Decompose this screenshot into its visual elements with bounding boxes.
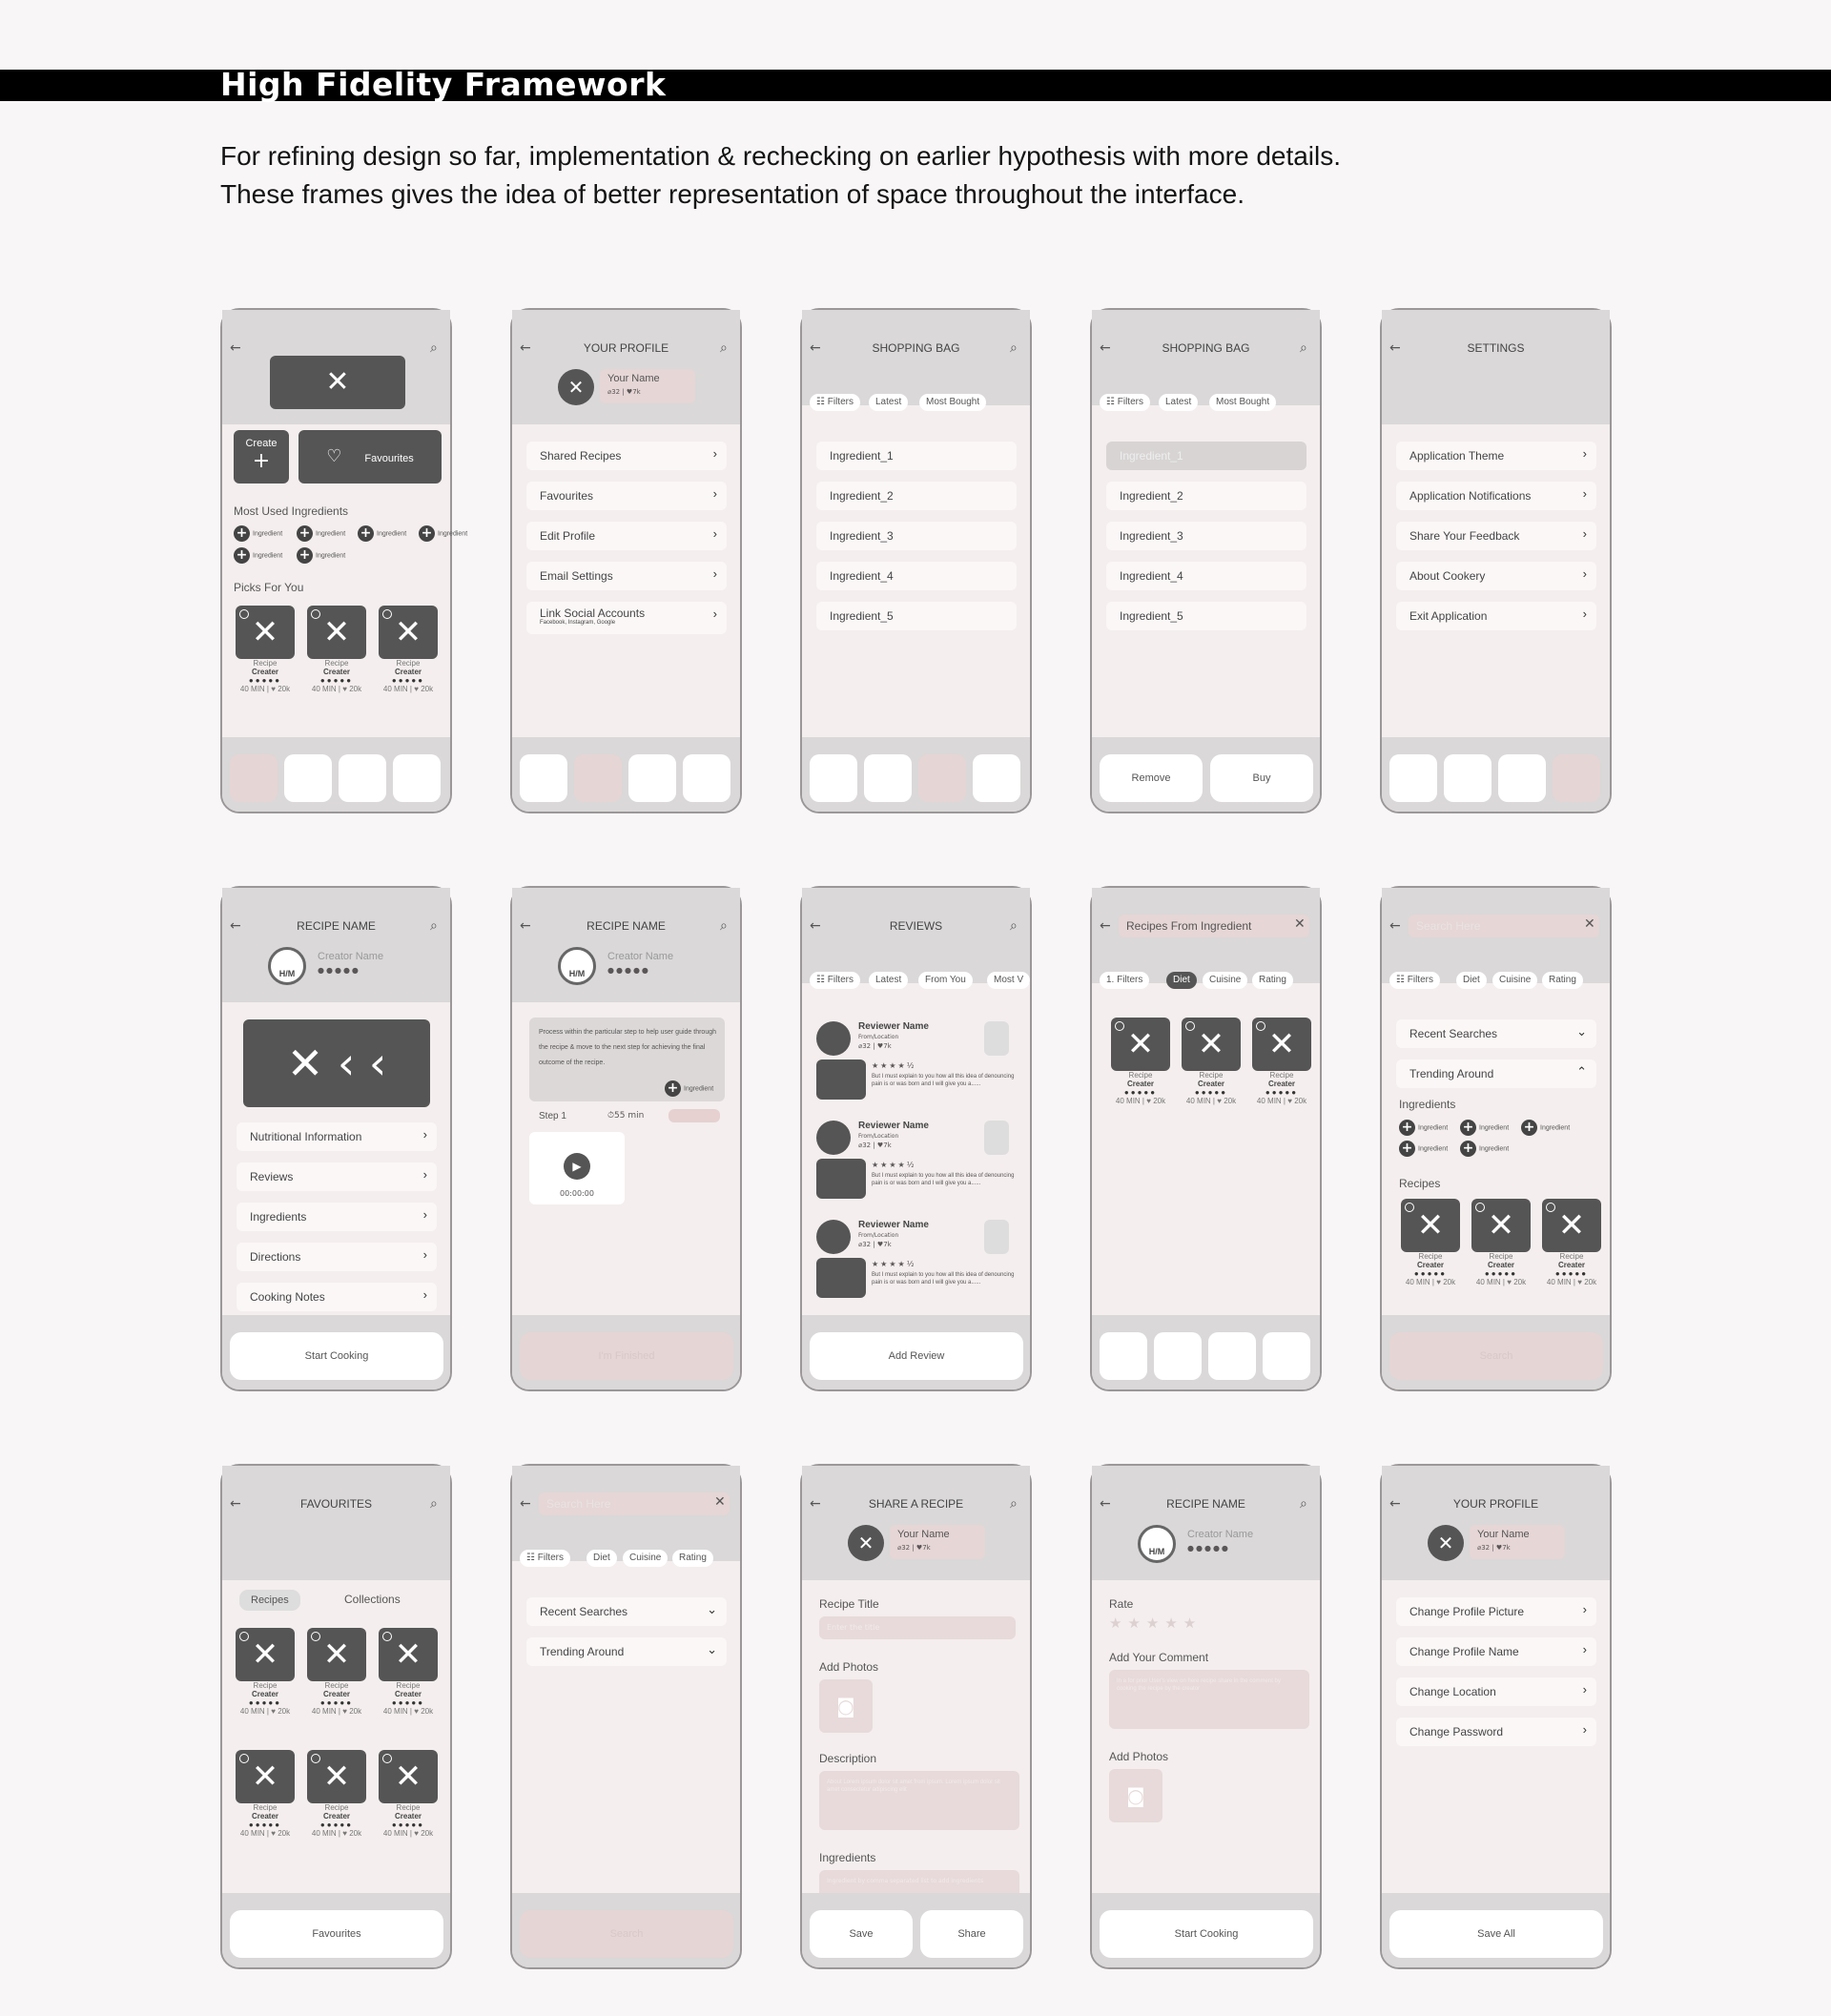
chevron-right-icon: › (1582, 526, 1587, 541)
screen-title: SHOPPING BAG (872, 341, 960, 355)
frame-rate-recipe: ← RECIPE NAME ⌕ H/M Creator Name ●●●●● Rate ★★★★★ Add Your Comment In a for prior User's view on here recipe share in the comment by cooking the recipe by the creator Add Photos ◙ Start Cooking (1090, 1464, 1322, 1969)
ingredient-chip[interactable]: + Ingredient (1460, 1120, 1509, 1136)
step-controls[interactable] (669, 1109, 720, 1122)
back-arrow-icon[interactable]: ← (520, 918, 531, 934)
frame-search: ← Search Here ✕ ☷ Filters Diet Cuisine Rating Recent Searches ⌄ Trending Around ⌃ Ingredients + Ingredient + Ingredient + Ingredient + Ingredient + Ingredient Recipes ✕ Recipe Creater ●●●●● 40 MIN | ♥ 20k ✕ Recipe Creater ●●●●● 40 MIN | ♥ 20k ✕ Recipe Creater ●●●●● 40 MIN | ♥ 20k Search (1380, 886, 1612, 1391)
nav-tab-settings[interactable] (1553, 754, 1600, 802)
frame-profile (510, 308, 742, 813)
bag-item[interactable]: Ingredient_4 (1106, 562, 1306, 590)
chevron-right-icon: › (1582, 446, 1587, 461)
bag-item[interactable]: Ingredient_1 (816, 442, 1017, 470)
step-label: Step 1 (539, 1111, 566, 1121)
filter-pill-rating[interactable]: Rating (1542, 972, 1583, 989)
finished-button[interactable]: I'm Finished (520, 1332, 733, 1380)
filter-pill-filters[interactable]: ☷ Filters (520, 1550, 570, 1567)
nav-tab[interactable] (1498, 754, 1546, 802)
review-image[interactable] (816, 1159, 866, 1199)
favourites-button[interactable]: ♡ Favourites (298, 430, 442, 483)
change-profile-picture[interactable]: Change Profile Picture › (1396, 1597, 1596, 1626)
tab-collections[interactable]: Collections (344, 1593, 401, 1606)
recipe-card[interactable]: ✕ Recipe Creater ●●●●● 40 MIN | ♥ 20k (236, 1628, 295, 1716)
most-used-label: Most Used Ingredients (234, 504, 349, 518)
ingredient-chip[interactable]: + Ingredient (1399, 1141, 1448, 1157)
search-icon[interactable]: ⌕ (1010, 340, 1018, 356)
recipe-nutrition[interactable]: Nutritional Information › (237, 1122, 437, 1151)
search-icon[interactable]: ⌕ (430, 1496, 438, 1512)
nav-tab[interactable] (1154, 1332, 1202, 1380)
recipe-ingredients[interactable]: Ingredients › (237, 1203, 437, 1231)
buy-button[interactable]: Buy (1210, 754, 1313, 802)
frame-shopping-bag (800, 308, 1032, 813)
start-cooking-button[interactable]: Start Cooking (1100, 1910, 1313, 1958)
filter-pill-cuisine[interactable]: Cuisine (623, 1550, 668, 1567)
nav-tab[interactable] (1100, 1332, 1147, 1380)
filter-pill-latest[interactable]: Latest (869, 394, 908, 411)
bag-item-selected[interactable]: Ingredient_1 (1106, 442, 1306, 470)
menu-item-email-settings[interactable]: Email Settings › (526, 562, 727, 590)
recipe-title-label: Recipe Title (819, 1597, 879, 1611)
recipe-card[interactable]: ✕ Recipe Creater ●●●●● 40 MIN | ♥ 20k (379, 606, 438, 693)
back-arrow-icon[interactable]: ← (810, 1496, 821, 1512)
filter-pill-filters[interactable]: ☷ Filters (1389, 972, 1440, 989)
back-arrow-icon[interactable]: ← (520, 340, 531, 356)
search-icon[interactable]: ⌕ (430, 340, 438, 356)
recipe-card[interactable]: ✕ Recipe Creater ●●●●● 40 MIN | ♥ 20k (1111, 1018, 1170, 1105)
filter-pill-cuisine[interactable]: Cuisine (1203, 972, 1247, 989)
creator-name: Creator Name (318, 951, 384, 962)
search-button[interactable]: Search (1389, 1332, 1603, 1380)
nav-tab[interactable] (1444, 754, 1492, 802)
banner-image[interactable]: ✕ (270, 356, 405, 409)
bag-item[interactable]: Ingredient_5 (1106, 602, 1306, 630)
frame-edit-profile (1380, 1464, 1612, 1969)
creator-name: Creator Name (1187, 1529, 1254, 1540)
chevron-down-icon: ⌄ (707, 1642, 717, 1656)
avatar[interactable]: ✕ (848, 1525, 884, 1561)
screen-title: FAVOURITES (299, 1497, 373, 1511)
search-icon[interactable]: ⌕ (1010, 918, 1018, 934)
frame-shopping-bag-select (1090, 308, 1322, 813)
search-button[interactable]: Search (520, 1910, 733, 1958)
screen-title: SHOPPING BAG (1162, 341, 1250, 355)
ingredient-chip[interactable]: + Ingredient (234, 547, 282, 564)
chevron-down-icon: ⌄ (1576, 1024, 1587, 1039)
ingredients-label: Ingredients (1399, 1098, 1456, 1111)
search-icon[interactable]: ⌕ (720, 340, 728, 356)
camera-icon[interactable]: ◙ (1109, 1769, 1162, 1822)
step-instructions: Process within the particular step to help user guide through the recipe & move to the next step for achieving the final outcome of the recipe. (539, 1029, 716, 1066)
profile-name: Your Name (1477, 1529, 1530, 1540)
filter-pill-from-you[interactable]: From You (918, 972, 973, 989)
nav-tab[interactable] (864, 754, 912, 802)
creator-rating: ●●●●● (318, 966, 360, 975)
chevron-right-icon: › (422, 1167, 427, 1182)
nav-tab[interactable] (520, 754, 567, 802)
nav-tab[interactable] (1389, 754, 1437, 802)
close-icon[interactable]: ✕ (1584, 916, 1595, 932)
ingredients-label: Ingredients (819, 1851, 876, 1864)
recipe-card[interactable]: ✕ Recipe Creater ●●●●● 40 MIN | ♥ 20k (236, 606, 295, 693)
recipe-card[interactable]: ✕ Recipe Creater ●●●●● 40 MIN | ♥ 20k (307, 606, 366, 693)
nav-tab[interactable] (810, 754, 857, 802)
back-arrow-icon[interactable]: ← (1100, 1496, 1111, 1512)
setting-about[interactable]: About Cookery › (1396, 562, 1596, 590)
creator-avatar[interactable]: H/M (558, 947, 596, 985)
profile-stats: ⌀32 | ♥7k (607, 388, 641, 396)
recipe-card[interactable]: ✕ Recipe Creater ●●●●● 40 MIN | ♥ 20k (379, 1628, 438, 1716)
filter-pill-filters[interactable]: 1. Filters (1100, 972, 1149, 989)
avatar[interactable]: ✕ (558, 369, 594, 405)
profile-name: Your Name (607, 373, 660, 384)
menu-item-favourites[interactable]: Favourites › (526, 482, 727, 510)
chevron-right-icon: › (712, 566, 717, 581)
add-review-button[interactable]: Add Review (810, 1332, 1023, 1380)
camera-icon[interactable]: ◙ (819, 1679, 873, 1733)
frame-favourites (220, 1464, 452, 1969)
filter-pill-diet[interactable]: Diet (586, 1550, 617, 1567)
intro-line-1: For refining design so far, implementation & rechecking on earlier hypothesis with more details. (220, 141, 1342, 171)
add-photos-label: Add Photos (819, 1660, 879, 1674)
chevron-right-icon: › (422, 1207, 427, 1222)
vote-icon[interactable] (984, 1220, 1009, 1254)
nav-tab[interactable] (1208, 1332, 1256, 1380)
recipe-card[interactable]: ✕ Recipe Creater ●●●●● 40 MIN | ♥ 20k (307, 1628, 366, 1716)
chevron-up-icon: ⌃ (1576, 1064, 1587, 1079)
search-icon[interactable]: ⌕ (1300, 340, 1307, 356)
bag-item[interactable]: Ingredient_4 (816, 562, 1017, 590)
chevron-right-icon: › (1582, 1602, 1587, 1616)
chevron-right-icon: › (712, 607, 717, 621)
profile-name: Your Name (897, 1529, 950, 1540)
chevron-right-icon: › (712, 486, 717, 501)
chevron-right-icon: › (1582, 486, 1587, 501)
search-icon[interactable]: ⌕ (720, 918, 728, 934)
filter-pill-rating[interactable]: Rating (1252, 972, 1293, 989)
frame-recipe-step (510, 886, 742, 1391)
chevron-right-icon: › (422, 1247, 427, 1262)
reviewer-avatar (816, 1021, 851, 1056)
nav-tab[interactable] (973, 754, 1020, 802)
search-icon[interactable]: ⌕ (1010, 1496, 1018, 1512)
description-label: Description (819, 1752, 877, 1765)
ingredient-chip[interactable]: + Ingredient (1399, 1120, 1448, 1136)
profile-stats: ⌀32 | ♥7k (1477, 1544, 1511, 1552)
profile-stats: ⌀32 | ♥7k (897, 1544, 931, 1552)
filter-pill-diet[interactable]: Diet (1456, 972, 1487, 989)
favourites-button[interactable]: Favourites (230, 1910, 443, 1958)
chevron-right-icon: › (1582, 607, 1587, 621)
recipes-label: Recipes (1399, 1177, 1441, 1190)
recipe-card[interactable]: ✕ Recipe Creater ●●●●● 40 MIN | ♥ 20k (1471, 1199, 1531, 1286)
ingredient-chip[interactable]: + Ingredient (1521, 1120, 1570, 1136)
nav-tab[interactable] (628, 754, 676, 802)
recipe-image-gallery[interactable]: ✕ ‹ ‹ (243, 1019, 430, 1107)
nav-tab-bag[interactable] (918, 754, 966, 802)
frame-home (220, 308, 468, 813)
chevron-right-icon: › (712, 526, 717, 541)
menu-item-edit-profile[interactable]: Edit Profile › (526, 522, 727, 550)
frame-reviews: ← REVIEWS ⌕ ☷ Filters Latest From You Most V Reviewer Name From/Location ⌀32 | ♥7k ★★★★½ But I must explain to you how all this idea of denouncing pain is or was born and I will give you a...... Reviewer Name From/Location ⌀32 | ♥7k ★★★★½ But I must explain to you how all this idea of denouncing pain is or was born and I will give you a...... Reviewer Name From/Location ⌀32 | ♥7k ★★★★½ But I must explain to you how all this idea of denouncing pain is or was born and I will give you a...... Add Review (800, 886, 1032, 1391)
recipe-reviews[interactable]: Reviews › (237, 1162, 437, 1191)
recipe-card[interactable]: ✕ Recipe Creater ●●●●● 40 MIN | ♥ 20k (1401, 1199, 1460, 1286)
ingredient-chip[interactable]: + Ingredient (358, 525, 406, 542)
recipe-card[interactable]: ✕ Recipe Creater ●●●●● 40 MIN | ♥ 20k (307, 1750, 366, 1838)
frame-search-empty: ← Search Here ✕ ☷ Filters Diet Cuisine Rating Recent Searches ⌄ Trending Around ⌄ Search (510, 1464, 742, 1969)
chevron-right-icon: › (712, 446, 717, 461)
back-arrow-icon[interactable]: ← (230, 1496, 241, 1512)
ingredient-chip[interactable]: + Ingredient (297, 525, 345, 542)
back-arrow-icon[interactable]: ← (810, 340, 821, 356)
vote-icon[interactable] (984, 1021, 1009, 1056)
bag-item[interactable]: Ingredient_5 (816, 602, 1017, 630)
add-photos-label: Add Photos (1109, 1750, 1169, 1763)
back-arrow-icon[interactable]: ← (230, 340, 241, 356)
setting-notifications[interactable]: Application Notifications › (1396, 482, 1596, 510)
heart-icon: ♡ (326, 446, 342, 466)
change-location[interactable]: Change Location › (1396, 1677, 1596, 1706)
menu-item-shared-recipes[interactable]: Shared Recipes › (526, 442, 727, 470)
review-image[interactable] (816, 1258, 866, 1298)
chevron-right-icon: › (422, 1287, 427, 1302)
creator-name: Creator Name (607, 951, 674, 962)
setting-feedback[interactable]: Share Your Feedback › (1396, 522, 1596, 550)
plus-icon: + (252, 449, 271, 473)
bag-item[interactable]: Ingredient_3 (816, 522, 1017, 550)
recipe-card[interactable]: ✕ Recipe Creater ●●●●● 40 MIN | ♥ 20k (379, 1750, 438, 1838)
header-bar (0, 66, 1831, 103)
recipe-card[interactable]: ✕ Recipe Creater ●●●●● 40 MIN | ♥ 20k (236, 1750, 295, 1838)
chevron-right-icon: › (422, 1127, 427, 1142)
ingredient-chip[interactable]: + Ingredient (419, 525, 467, 542)
chevron-right-icon: › (1582, 1642, 1587, 1656)
recipe-cooking-notes[interactable]: Cooking Notes › (237, 1283, 437, 1311)
chevron-right-icon: › (1582, 1682, 1587, 1697)
back-arrow-icon[interactable]: ← (1389, 918, 1401, 934)
screen-title: YOUR PROFILE (583, 341, 669, 355)
chevron-down-icon: ⌄ (707, 1602, 717, 1616)
bag-item[interactable]: Ingredient_2 (816, 482, 1017, 510)
page-title: High Fidelity Framework (220, 66, 667, 103)
creator-rating: ●●●●● (607, 966, 650, 975)
filter-pill-most-bought[interactable]: Most Bought (1209, 394, 1276, 411)
play-icon[interactable]: ▶ (564, 1153, 590, 1180)
filter-pill-rating[interactable]: Rating (672, 1550, 713, 1567)
back-arrow-icon[interactable]: ← (1100, 918, 1111, 934)
recipe-card[interactable]: ✕ Recipe Creater ●●●●● 40 MIN | ♥ 20k (1182, 1018, 1241, 1105)
share-button[interactable]: Share (920, 1910, 1023, 1958)
filter-pill-latest[interactable]: Latest (1159, 394, 1198, 411)
picks-label: Picks For You (234, 581, 304, 594)
filter-pill-latest[interactable]: Latest (869, 972, 908, 989)
frame-share-recipe: ← SHARE A RECIPE ⌕ ✕ Your Name ⌀32 | ♥7k Recipe Title Enter the title Add Photos ◙ Description About Lorem ipsum dolor sit amet from ipsum. Lorem ipsum dolor sit amet consectetur adipiscing elit Ingredients Ingredient by comma separated list to add ingredients Save Share (800, 1464, 1032, 1969)
creator-avatar[interactable]: H/M (1138, 1525, 1176, 1563)
comment-label: Add Your Comment (1109, 1651, 1209, 1664)
search-icon[interactable]: ⌕ (430, 918, 438, 934)
recent-searches-dropdown[interactable]: Recent Searches ⌄ (1396, 1019, 1596, 1048)
filter-pill-filters[interactable]: ☷ Filters (810, 394, 860, 411)
filter-pill-cuisine[interactable]: Cuisine (1492, 972, 1537, 989)
screen-title: SHARE A RECIPE (868, 1497, 964, 1511)
screen-title: REVIEWS (889, 919, 943, 933)
screen-title: RECIPE NAME (586, 919, 666, 933)
nav-tab[interactable] (339, 754, 386, 802)
back-arrow-icon[interactable]: ← (1389, 1496, 1401, 1512)
filter-pill-filters[interactable]: ☷ Filters (1100, 394, 1150, 411)
nav-tab[interactable] (1263, 1332, 1310, 1380)
close-icon[interactable]: ✕ (1294, 916, 1306, 932)
creator-rating: ●●●●● (1187, 1544, 1230, 1553)
tab-recipes[interactable]: Recipes (239, 1590, 300, 1611)
nav-tab-home[interactable] (230, 754, 278, 802)
chevron-right-icon: › (1582, 566, 1587, 581)
screen-title: RECIPE NAME (297, 919, 376, 933)
remove-button[interactable]: Remove (1100, 754, 1203, 802)
video-time: 00:00:00 (560, 1189, 594, 1198)
ingredient-chip[interactable]: + Ingredient (1460, 1141, 1509, 1157)
review-image[interactable] (816, 1059, 866, 1100)
nav-tab[interactable] (284, 754, 332, 802)
creator-avatar[interactable]: H/M (268, 947, 306, 985)
change-profile-name[interactable]: Change Profile Name › (1396, 1637, 1596, 1666)
step-timer: ⏱55 min (607, 1111, 645, 1121)
recipe-card[interactable]: ✕ Recipe Creater ●●●●● 40 MIN | ♥ 20k (1252, 1018, 1311, 1105)
filter-pill-filters[interactable]: ☷ Filters (810, 972, 860, 989)
recipe-card[interactable]: ✕ Recipe Creater ●●●●● 40 MIN | ♥ 20k (1542, 1199, 1601, 1286)
back-arrow-icon[interactable]: ← (230, 918, 241, 934)
menu-item-link-social[interactable]: Link Social Accounts Facebook, Instagram, Google › (526, 602, 727, 634)
back-arrow-icon[interactable]: ← (1100, 340, 1111, 356)
rate-label: Rate (1109, 1597, 1134, 1611)
back-arrow-icon[interactable]: ← (520, 1496, 531, 1512)
bag-item[interactable]: Ingredient_2 (1106, 482, 1306, 510)
avatar[interactable]: ✕ (1428, 1525, 1464, 1561)
filter-pill-diet[interactable]: Diet (1166, 972, 1197, 989)
create-button[interactable]: Create + (234, 430, 289, 483)
recipe-directions[interactable]: Directions › (237, 1243, 437, 1271)
frame-settings (1380, 308, 1612, 813)
reviewer-avatar (816, 1220, 851, 1254)
intro-line-2: These frames gives the idea of better representation of space throughout the interface. (220, 179, 1245, 209)
chevron-right-icon: › (1582, 1722, 1587, 1737)
screen-title: YOUR PROFILE (1452, 1497, 1539, 1511)
nav-tab[interactable] (683, 754, 730, 802)
filter-pill-most[interactable]: Most V (987, 972, 1030, 989)
nav-tab[interactable] (393, 754, 441, 802)
setting-app-theme[interactable]: Application Theme › (1396, 442, 1596, 470)
ingredient-chip[interactable]: + Ingredient (665, 1080, 713, 1097)
save-all-button[interactable]: Save All (1389, 1910, 1603, 1958)
screen-title: SETTINGS (1467, 341, 1525, 355)
filter-pill-most-bought[interactable]: Most Bought (919, 394, 986, 411)
ingredient-chip[interactable]: + Ingredient (297, 547, 345, 564)
close-icon[interactable]: ✕ (714, 1494, 726, 1510)
search-icon[interactable]: ⌕ (1300, 1496, 1307, 1512)
recent-searches-dropdown[interactable]: Recent Searches ⌄ (526, 1597, 727, 1626)
rating-stars[interactable]: ★★★★★ (1109, 1615, 1203, 1632)
nav-tab-profile[interactable] (574, 754, 622, 802)
screen-title: RECIPE NAME (1166, 1497, 1245, 1511)
trending-dropdown[interactable]: Trending Around ⌄ (526, 1637, 727, 1666)
bag-item[interactable]: Ingredient_3 (1106, 522, 1306, 550)
back-arrow-icon[interactable]: ← (810, 918, 821, 934)
save-button[interactable]: Save (810, 1910, 913, 1958)
back-arrow-icon[interactable]: ← (1389, 340, 1401, 356)
reviewer-avatar (816, 1121, 851, 1155)
ingredient-chip[interactable]: + Ingredient (234, 525, 282, 542)
frame-recipe (220, 886, 452, 1391)
vote-icon[interactable] (984, 1121, 1009, 1155)
setting-exit[interactable]: Exit Application › (1396, 602, 1596, 630)
change-password[interactable]: Change Password › (1396, 1718, 1596, 1746)
frame-recipes-from-ingredient: ← Recipes From Ingredient ✕ 1. Filters Diet Cuisine Rating ✕ Recipe Creater ●●●●● 40 MIN | ♥ 20k ✕ Recipe Creater ●●●●● 40 MIN | ♥ 20k ✕ Recipe Creater ●●●●● 40 MIN | ♥ 20k (1090, 886, 1322, 1391)
start-cooking-button[interactable]: Start Cooking (230, 1332, 443, 1380)
trending-dropdown[interactable]: Trending Around ⌃ (1396, 1059, 1596, 1088)
intro-text (220, 137, 1341, 214)
